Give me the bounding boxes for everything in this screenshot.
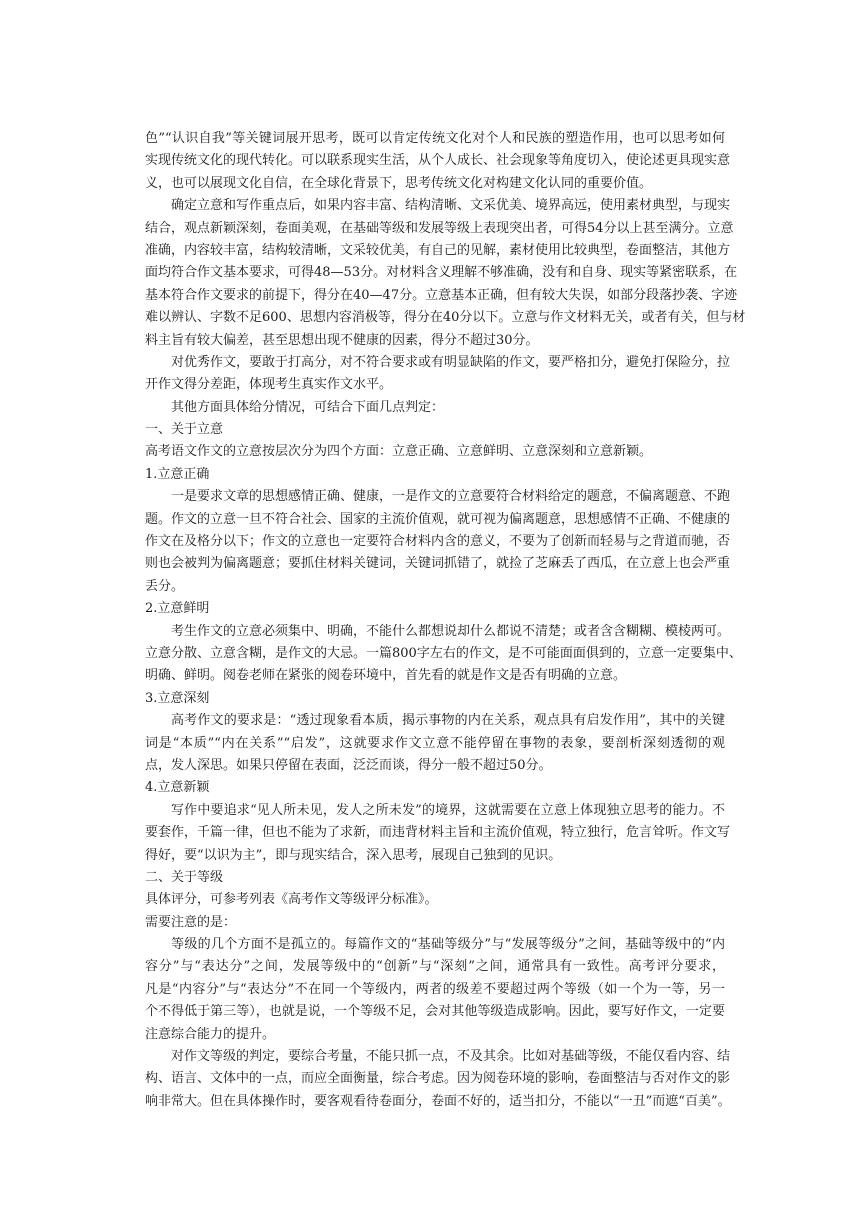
text-line: 需要注意的是： <box>145 914 237 930</box>
text-line: 个不得低于第三等），也就是说，一个等级不足，会对其他等级造成影响。因此，要写好作文，一定要 <box>145 1004 725 1020</box>
text-line: 3.立意深刻 <box>145 690 210 706</box>
text-line: 对优秀作文，要敢于打高分，对不符合要求或有明显缺陷的作文，要严格扣分，避免打保险分，拉 <box>171 354 731 370</box>
text-line: 基本符合作文要求的前提下，得分在40—47分。立意基本正确，但有较大失误，如部分段落抄袭、字迹 <box>145 287 738 303</box>
text-line: 料主旨有较大偏差，甚至思想出现不健康的因素，得分不超过30分。 <box>145 332 539 348</box>
text-line: 高考作文的要求是：“透过现象看本质，揭示事物的内在关系，观点具有启发作用”，其中的关键 <box>171 713 725 729</box>
text-line: 具体评分，可参考列表《高考作文等级评分标准》。 <box>145 892 438 908</box>
text-line: 容分”与“表达分”之间，发展等级中的“创新”与“深刻”之间，通常具有一致性。高考评分要求， <box>145 959 725 975</box>
text-line: 考生作文的立意必须集中、明确，不能什么都想说却什么都说不清楚；或者含含糊糊、模棱两可。 <box>171 623 731 639</box>
text-line: 高考语文作文的立意按层次分为四个方面：立意正确、立意鲜明、立意深刻和立意新颖。 <box>145 444 653 460</box>
text-line: 2.立意鲜明 <box>145 601 210 617</box>
text-line: 实现传统文化的现代转化。可以联系现实生活，从个人成长、社会现象等角度切入，使论述更具现实意 <box>145 153 731 169</box>
text-line: 则也会被判为偏离题意；要抓住材料关键词，关键词抓错了，就捡了芝麻丢了西瓜，在立意上也会严重 <box>145 556 731 572</box>
text-line: 其他方面具体给分情况，可结合下面几点判定： <box>171 399 445 415</box>
text-line: 4.立意新颖 <box>145 780 210 796</box>
text-line: 丢分。 <box>145 578 185 594</box>
document-page <box>145 128 746 1113</box>
text-line: 义，也可以展现文化自信，在全球化背景下，思考传统文化对构建文化认同的重要价值。 <box>145 175 653 191</box>
text-line: 点，发人深思。如果只停留在表面，泛泛而谈，得分一般不超过50分。 <box>145 757 552 773</box>
text-line: 开作文得分差距，体现考生真实作文水平。 <box>145 377 393 393</box>
text-line: 面均符合作文基本要求，可得48—53分。对材料含义理解不够准确，没有和自身、现实等紧密联系，在 <box>145 265 738 281</box>
text-line: 准确，内容较丰富，结构较清晰，文采较优美，有自己的见解，素材使用比较典型，卷面整洁，其他方 <box>145 242 731 258</box>
text-line: 注意综合能力的提升。 <box>145 1026 276 1042</box>
text-line: 构、语言、文体中的一点，而应全面衡量，综合考虑。因为阅卷环境的影响，卷面整洁与否对作文的影 <box>145 1071 731 1087</box>
text-line: 等级的几个方面不是孤立的。每篇作文的“基础等级分”与“发展等级分”之间，基础等级中的“内 <box>171 937 725 953</box>
text-line: 色”“认识自我”等关键词展开思考，既可以肯定传统文化对个人和民族的塑造作用，也可以思考如何 <box>145 131 725 146</box>
text-line: 二、关于等级 <box>145 869 224 885</box>
text-line: 要套作，千篇一律，但也不能为了求新，而违背材料主旨和主流价值观，特立独行，危言耸听。作文写 <box>145 825 731 841</box>
text-line: 立意分散、立意含糊，是作文的大忌。一篇800字左右的作文，是不可能面面俱到的，立意一定要集中、 <box>145 645 742 661</box>
text-line: 难以辨认、字数不足600、思想内容消极等，得分在40分以下。立意与作文材料无关，或者有关，但与材 <box>145 310 746 326</box>
text-line: 凡是“内容分”与“表达分”不在同一个等级内，两者的级差不要超过两个等级（如一个为一等，另一 <box>145 981 725 997</box>
text-line: 作文在及格分以下；作文的立意也一定要符合材料内含的意义，不要为了创新而轻易与之背道而驰，否 <box>145 534 731 550</box>
text-line: 1.立意正确 <box>145 466 210 482</box>
text-line: 一、关于立意 <box>145 422 224 438</box>
text-line: 响非常大。但在具体操作时，要客观看待卷面分，卷面不好的，适当扣分，不能以“一丑”而遮“百美”。 <box>145 1093 731 1109</box>
text-line: 得好，要“以识为主”，即与现实结合，深入思考，展现自己独到的见识。 <box>145 847 562 863</box>
text-line: 结合，观点新颖深刻，卷面美观，在基础等级和发展等级上表现突出者，可得54分以上甚至满分。立意 <box>145 220 734 236</box>
text-line: 对作文等级的判定，要综合考量，不能只抓一点，不及其余。比如对基础等级，不能仅看内容、结 <box>171 1049 731 1065</box>
text-line: 题。作文的立意一旦不符合社会、国家的主流价值观，就可视为偏离题意，思想感情不正确、不健康的 <box>145 511 731 527</box>
text-line: 一是要求文章的思想感情正确、健康，一是作文的立意要符合材料给定的题意，不偏离题意、不跑 <box>171 489 731 505</box>
text-line: 写作中要追求“见人所未见，发人之所未发”的境界，这就需要在立意上体现独立思考的能力。不 <box>171 802 725 818</box>
text-line: 词是“本质”“内在关系”“启发”，这就要求作文立意不能停留在事物的表象，要剖析深刻透彻的观 <box>145 735 725 751</box>
text-line: 明确、鲜明。阅卷老师在紧张的阅卷环境中，首先看的就是作文是否有明确的立意。 <box>145 668 627 684</box>
text-line: 确定立意和写作重点后，如果内容丰富、结构清晰、文采优美、境界高远，使用素材典型，与现实 <box>171 198 731 214</box>
